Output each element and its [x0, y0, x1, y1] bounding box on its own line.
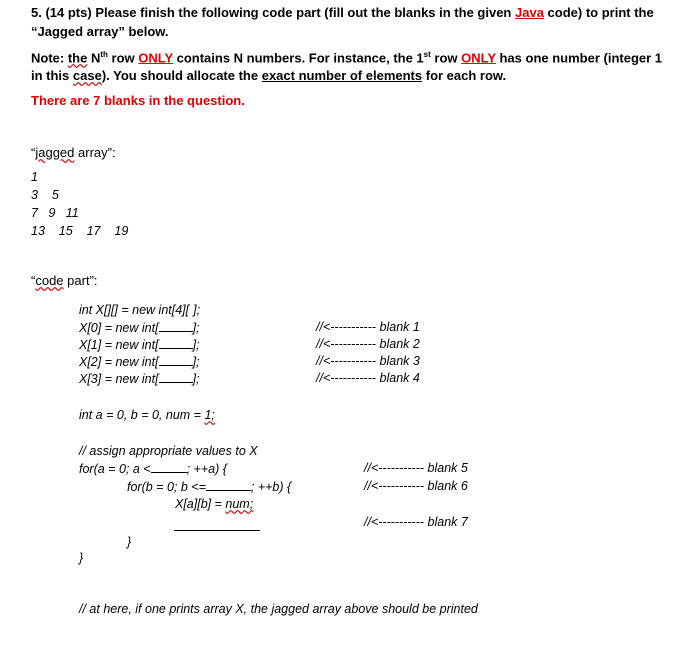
blank-comment-7: //<----------- blank 7 [364, 515, 468, 529]
outer-brace: } [79, 551, 84, 565]
question-line-1: 5. (14 pts) Please finish the following code part (fill out the blanks in the given Java code) to print the [31, 5, 654, 20]
blank-input-2[interactable] [159, 337, 193, 349]
code-declaration: int X[][] = new int[4][ ]; [79, 303, 201, 317]
blank-comment-3: //<----------- blank 3 [316, 354, 420, 368]
code-x3: X[3] = new int[ ]; [79, 372, 200, 386]
code-init: int a = 0, b = 0, num = 1; [79, 408, 215, 422]
jagged-row-1: 1 [31, 170, 38, 184]
blank-input-4[interactable] [159, 371, 193, 383]
code-for-b: for(b = 0; b <= ; ++b) { [127, 480, 292, 494]
jagged-row-4: 13 15 17 19 [31, 224, 129, 238]
blanks-notice: There are 7 blanks in the question. [31, 93, 245, 108]
jagged-row-2: 3 5 [31, 188, 59, 202]
note-line-1: Note: the $N^{th}$ row ONLY contains N numbers. For instance, the 1st row ONLY has one number (integer 1 [31, 50, 663, 66]
java-word: Java [515, 5, 544, 20]
note-line-2: in this case). You should allocate the exact number of elements for each row. [31, 68, 507, 83]
blank-comment-4: //<----------- blank 4 [316, 371, 420, 385]
blank-input-3[interactable] [159, 354, 193, 366]
code-comment-assign: // assign appropriate values to X [79, 444, 258, 458]
code-x1: X[1] = new int[ ]; [79, 338, 200, 352]
final-comment: // at here, if one prints array X, the jagged array above should be printed [79, 602, 478, 616]
blank-comment-2: //<----------- blank 2 [316, 337, 420, 351]
inner-brace: } [127, 535, 132, 549]
blank-input-5[interactable] [151, 461, 187, 473]
blank-comment-5: //<----------- blank 5 [364, 461, 468, 475]
question-line-2: “Jagged array” below. [31, 24, 169, 39]
blank-comment-1: //<----------- blank 1 [316, 320, 420, 334]
code-x0: X[0] = new int[ ]; [79, 321, 200, 335]
code-for-a: for(a = 0; a < ; ++a) { [79, 462, 227, 476]
code-x2: X[2] = new int[ ]; [79, 355, 200, 369]
jagged-label: “jagged array”: [31, 145, 116, 160]
blank-input-1[interactable] [159, 320, 193, 332]
blank-comment-6: //<----------- blank 6 [364, 479, 468, 493]
blank-input-7[interactable] [174, 530, 260, 531]
code-label: “code part”: [31, 273, 98, 288]
jagged-row-3: 7 9 11 [31, 206, 79, 220]
blank-input-6[interactable] [206, 479, 251, 491]
code-assign: X[a][b] = num; [175, 497, 254, 511]
